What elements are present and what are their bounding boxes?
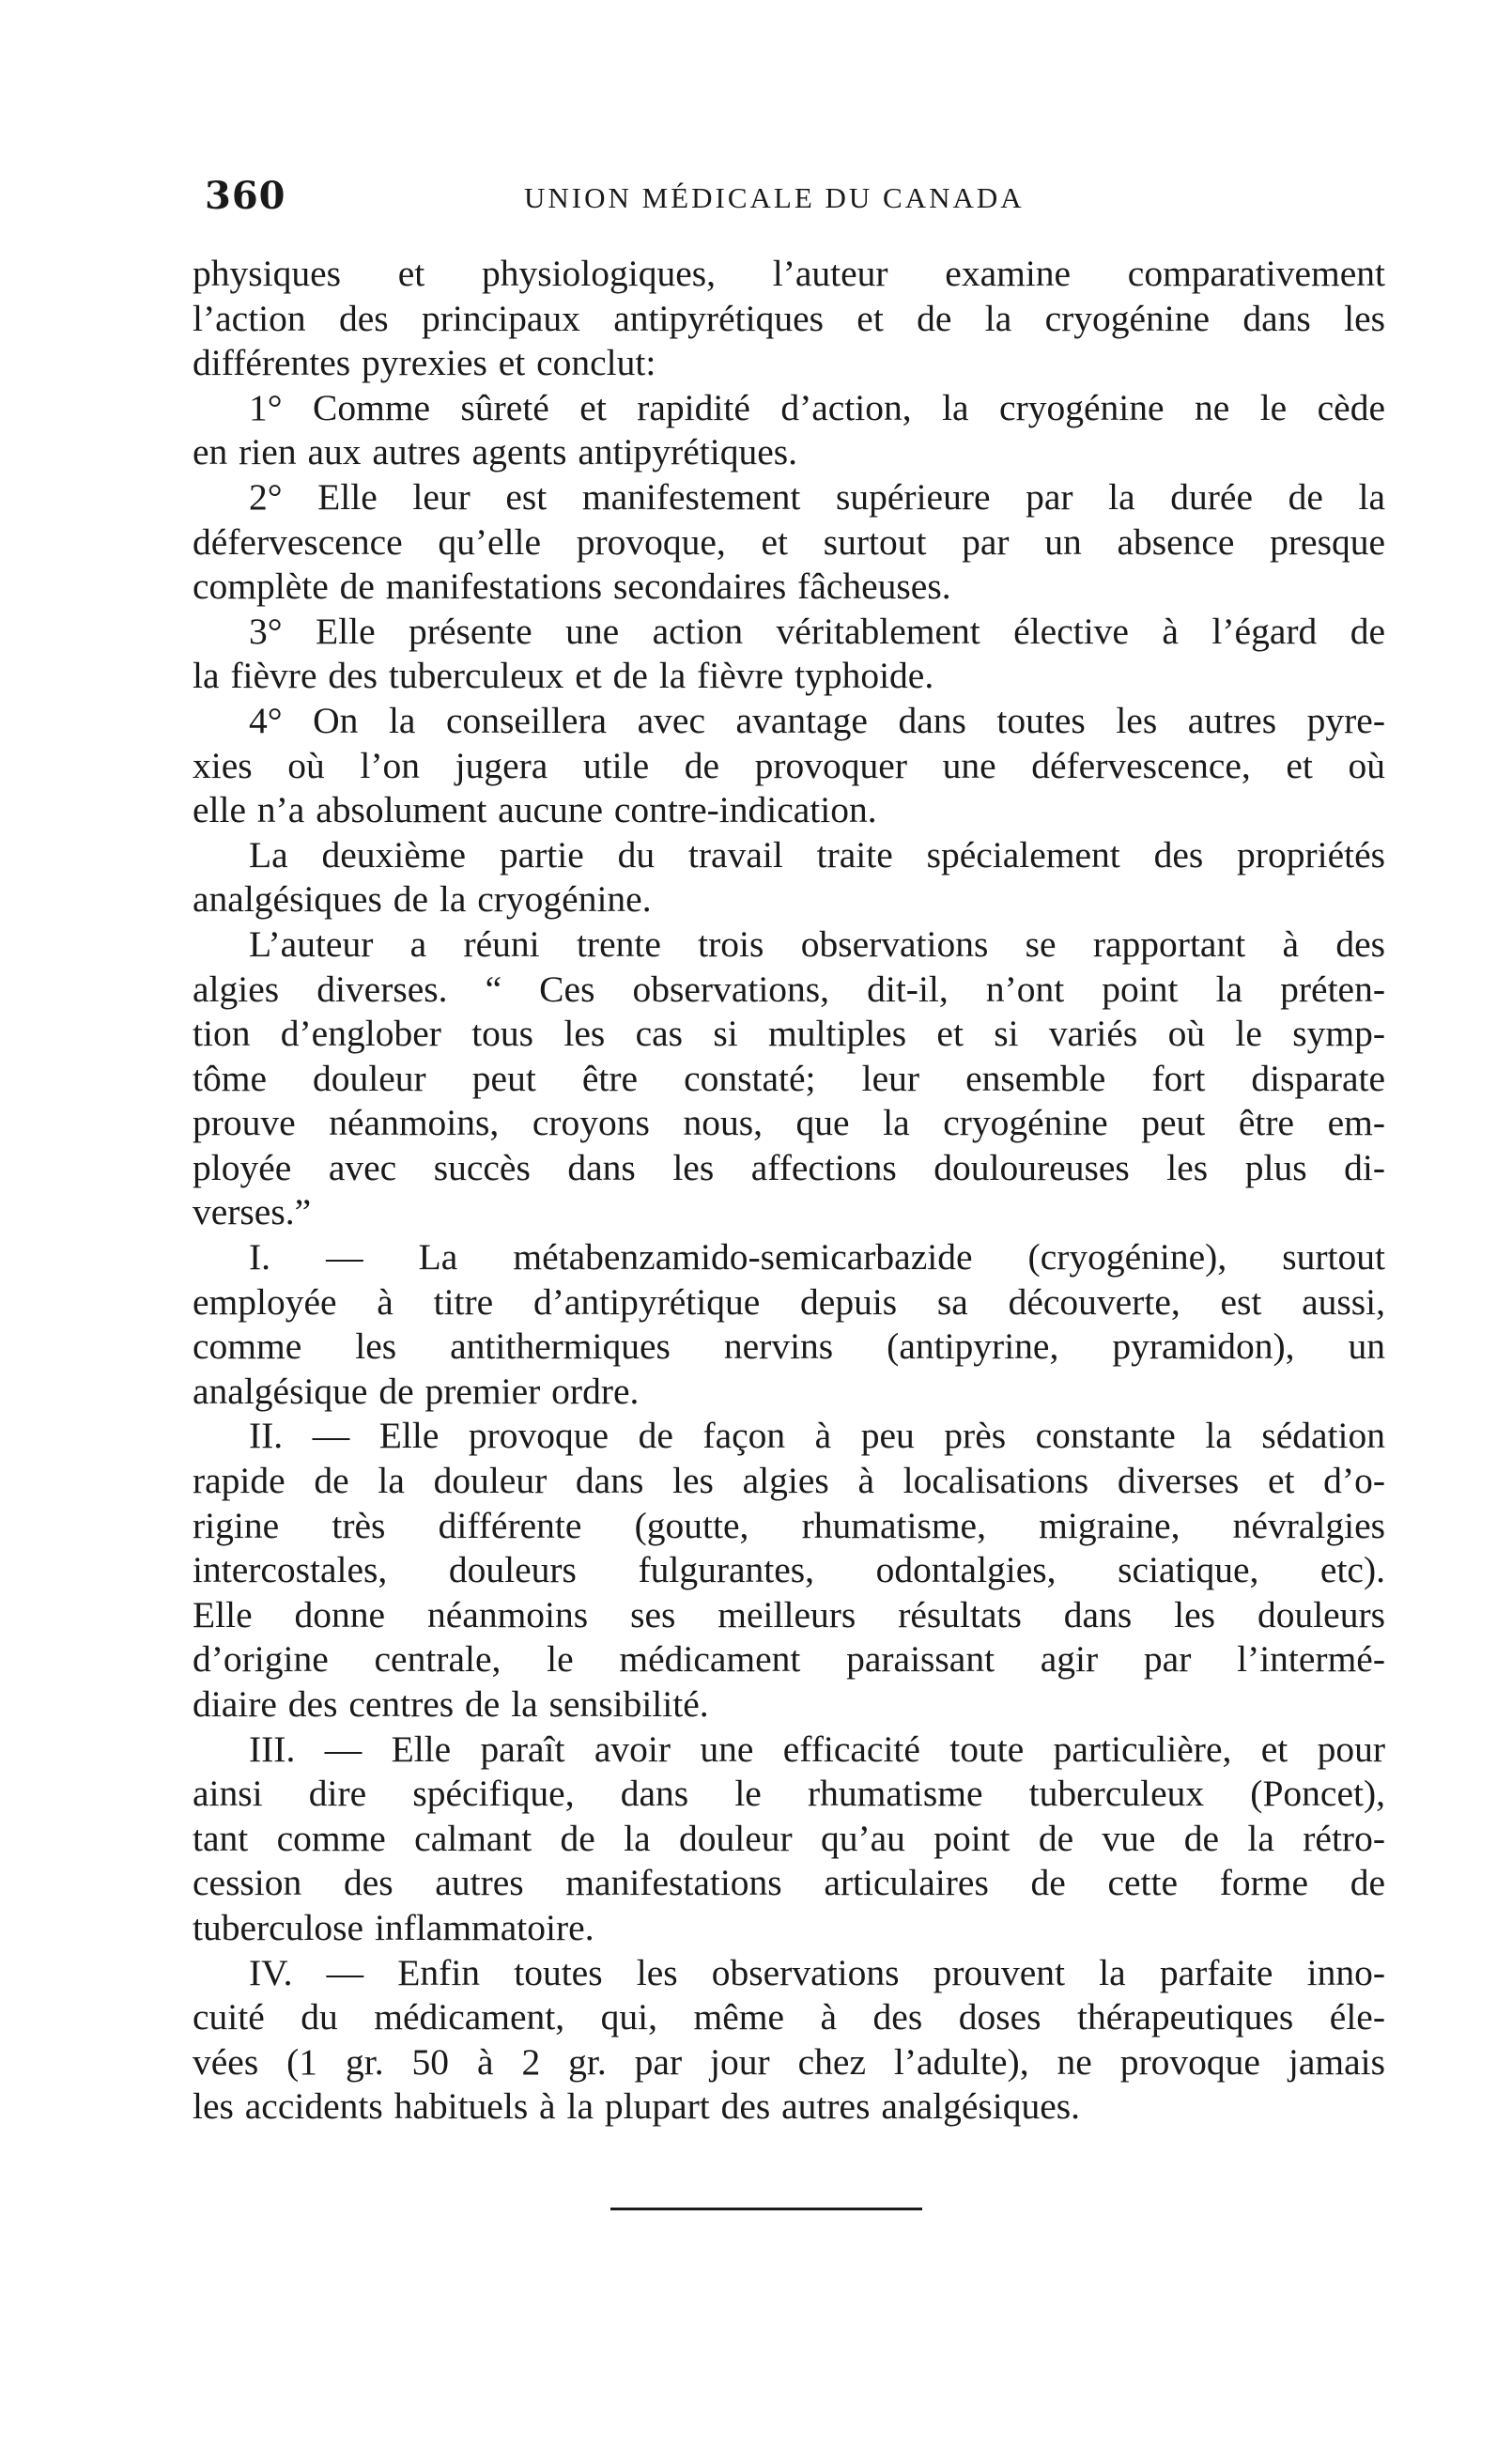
text-line: physiques et physiologiques, l’auteur examine comparativement: [193, 253, 1385, 294]
text-line: La deuxième partie du travail traite spécialement des propriétés: [249, 833, 1385, 876]
text-line: tion d’englober tous les cas si multiples et si variés où le symp-: [193, 1013, 1385, 1055]
text-line: xies où l’on jugera utile de provoquer une défervescence, et où: [193, 744, 1385, 786]
text-line: verses.”: [193, 1191, 312, 1233]
text-line: tôme douleur peut être constaté; leur ensemble fort disparate: [193, 1057, 1385, 1099]
text-line: prouve néanmoins, croyons nous, que la cryogénine peut être em-: [193, 1102, 1385, 1144]
text-line: tuberculose inflammatoire.: [193, 1906, 594, 1948]
text-line: 1° Comme sûreté et rapidité d’action, la cryogénine ne le cède: [249, 386, 1385, 428]
text-line: la fièvre des tuberculeux et de la fièvre typhoide.: [193, 655, 934, 697]
journal-title: UNION MÉDICALE DU CANADA: [524, 181, 1025, 214]
text-line: défervescence qu’elle provoque, et surtout par un absence presque: [193, 520, 1385, 563]
text-line: cuité du médicament, qui, même à des doses thérapeutiques éle-: [193, 1996, 1385, 2038]
running-head: [205, 174, 1388, 230]
text-line: les accidents habituels à la plupart des autres analgésiques.: [193, 2085, 1081, 2128]
text-line: algies diverses. “ Ces observations, dit-il, n’ont point la préten-: [193, 968, 1385, 1010]
text-line: IV. — Enfin toutes les observations prouvent la parfaite inno-: [249, 1951, 1385, 1993]
text-line: Elle donne néanmoins ses meilleurs résultats dans les douleurs: [193, 1593, 1385, 1635]
section-divider: [610, 2208, 922, 2210]
text-line: en rien aux autres agents antipyrétiques.: [193, 431, 797, 473]
body-text: [193, 252, 1385, 2130]
text-line: analgésique de premier ordre.: [193, 1370, 640, 1412]
text-line: intercostales, douleurs fulgurantes, odontalgies, sciatique, etc).: [193, 1549, 1385, 1591]
text-line: III. — Elle paraît avoir une efficacité toute particulière, et pour: [249, 1728, 1385, 1770]
text-line: 4° On la conseillera avec avantage dans toutes les autres pyre-: [249, 699, 1385, 741]
text-line: cession des autres manifestations articulaires de cette forme de: [193, 1862, 1385, 1904]
text-line: analgésiques de la cryogénine.: [193, 878, 652, 921]
text-line: ainsi dire spécifique, dans le rhumatisme tuberculeux (Poncet),: [193, 1773, 1385, 1815]
text-line: tant comme calmant de la douleur qu’au point de vue de la rétro-: [193, 1817, 1385, 1859]
text-line: L’auteur a réuni trente trois observations se rapportant à des: [249, 922, 1385, 965]
text-line: 2° Elle leur est manifestement supérieure par la durée de la: [249, 475, 1385, 518]
text-line: II. — Elle provoque de façon à peu près constante la sédation: [249, 1415, 1385, 1457]
text-line: ployée avec succès dans les affections douloureuses les plus di-: [193, 1146, 1385, 1188]
text-line: l’action des principaux antipyrétiques et de la cryogénine dans les: [193, 297, 1385, 339]
text-line: I. — La métabenzamido-semicarbazide (cryogénine), surtout: [249, 1236, 1385, 1278]
text-line: comme les antithermiques nervins (antipyrine, pyramidon), un: [193, 1325, 1385, 1368]
text-line: elle n’a absolument aucune contre-indication.: [193, 789, 877, 831]
text-line: employée à titre d’antipyrétique depuis sa découverte, est aussi,: [193, 1280, 1385, 1323]
text-line: différentes pyrexies et conclut:: [193, 342, 656, 384]
text-line: d’origine centrale, le médicament paraissant agir par l’intermé-: [193, 1638, 1385, 1681]
text-line: vées (1 gr. 50 à 2 gr. par jour chez l’adulte), ne provoque jamais: [193, 2040, 1385, 2083]
text-line: complète de manifestations secondaires fâcheuses.: [193, 566, 951, 608]
text-line: rapide de la douleur dans les algies à localisations diverses et d’o-: [193, 1460, 1385, 1502]
text-line: diaire des centres de la sensibilité.: [193, 1683, 709, 1725]
text-line: 3° Elle présente une action véritablement élective à l’égard de: [249, 610, 1385, 652]
page-number: 360: [205, 174, 286, 218]
text-line: rigine très différente (goutte, rhumatisme, migraine, névralgies: [193, 1504, 1385, 1546]
